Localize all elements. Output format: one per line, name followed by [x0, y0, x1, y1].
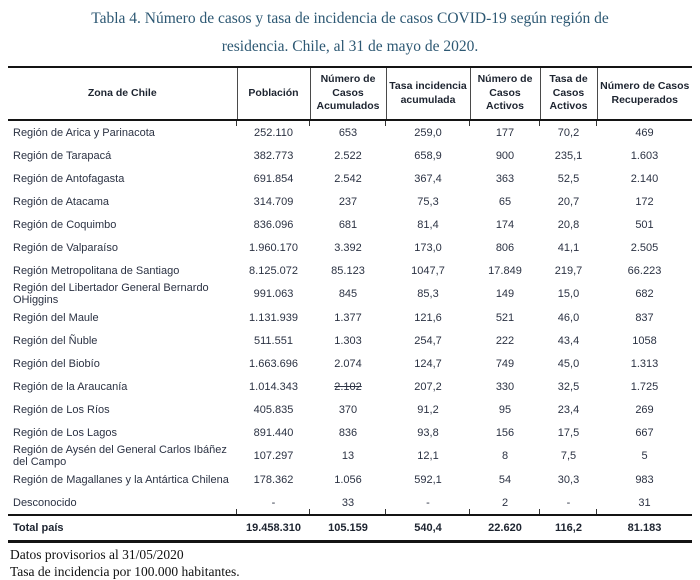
cell-tasa-casos-activos: 235,1 — [554, 149, 583, 162]
cell-casos-acumulados: 85.123 — [331, 264, 365, 277]
total-tasa-incidencia: 540,4 — [414, 522, 442, 534]
cell-poblacion: 891.440 — [253, 426, 294, 439]
cell-poblacion: 691.854 — [253, 172, 294, 185]
cell-casos-activos: 330 — [495, 380, 515, 393]
total-tasa-casos-activos: 116,2 — [555, 522, 582, 534]
table-row — [8, 468, 692, 491]
table-title-line2: residencia. Chile, al 31 de mayo de 2020. — [221, 38, 479, 55]
cell-tasa-casos-activos: 23,4 — [557, 403, 580, 416]
cell-casos-activos: 54 — [498, 473, 512, 486]
col-header-tasa-incidencia: Tasa incidencia acumulada — [386, 67, 470, 120]
table-row — [8, 352, 692, 375]
table-row — [8, 144, 692, 167]
table-row — [8, 306, 692, 329]
cell-tasa-casos-activos: 20,8 — [557, 218, 580, 231]
col-header-casos-activos: Número de Casos Activos — [470, 67, 540, 120]
cell-tasa-incidencia-acumulada: 207,2 — [414, 380, 442, 393]
region-cell: Región de Coquimbo — [13, 218, 117, 231]
cell-tasa-incidencia-acumulada: 658,9 — [414, 149, 442, 162]
cell-casos-activos: 65 — [498, 195, 512, 208]
cell-casos-acumulados: 2.522 — [334, 149, 362, 162]
table-row — [8, 236, 692, 259]
cell-casos-acumulados: 2.074 — [334, 357, 362, 370]
cell-poblacion: 252.110 — [237, 120, 310, 144]
cell-casos-recuperados: 1.725 — [630, 380, 659, 393]
cell-casos-recuperados: 1.603 — [630, 149, 659, 162]
cell-poblacion: 836.096 — [253, 218, 294, 231]
region-cell: Región de Los Ríos — [13, 403, 110, 416]
cell-casos-recuperados: 667 — [635, 426, 654, 439]
cell-casos-recuperados: 2.140 — [630, 172, 659, 185]
cell-casos-activos: 8 — [501, 450, 509, 462]
footnote-provisional-data: Datos provisorios al 31/05/2020 — [10, 547, 184, 562]
total-casos-recuperados: 81.183 — [627, 522, 662, 534]
table-row — [8, 375, 692, 398]
table-row — [8, 259, 692, 282]
total-casos-activos: 22.620 — [488, 522, 522, 534]
cell-tasa-incidencia-acumulada: 121,6 — [414, 311, 442, 324]
cell-tasa-incidencia-acumulada: 1047,7 — [411, 264, 445, 277]
cell-casos-recuperados: 2.505 — [630, 241, 659, 254]
cell-tasa-incidencia-acumulada: 75,3 — [417, 195, 439, 208]
cell-tasa-incidencia-acumulada: 85,3 — [417, 288, 439, 300]
total-label: Total país — [13, 522, 64, 534]
cell-casos-recuperados: 682 — [635, 288, 654, 300]
region-cell: Región de Magallanes y la Antártica Chilena — [13, 473, 229, 486]
col-header-casos-recuperados: Número de Casos Recuperados — [597, 67, 692, 120]
col-header-region: Zona de Chile — [87, 86, 157, 99]
cell-tasa-incidencia-acumulada: 12,1 — [417, 450, 439, 462]
table-row — [8, 190, 692, 213]
cell-tasa-incidencia-acumulada: 173,0 — [414, 241, 442, 254]
col-header-casos-acumulados: Número de Casos Acumulados — [310, 67, 386, 120]
region-cell: Región de Los Lagos — [13, 426, 117, 439]
cell-poblacion: - — [237, 491, 310, 515]
cell-casos-acumulados: 653 — [310, 120, 386, 144]
cell-tasa-casos-activos: - — [540, 491, 597, 515]
cell-poblacion: 382.773 — [253, 149, 294, 162]
cell-casos-activos: 174 — [495, 218, 515, 231]
cell-tasa-incidencia-acumulada: 93,8 — [417, 426, 439, 439]
cell-tasa-incidencia-acumulada: - — [386, 491, 470, 515]
region-cell: Región de Valparaíso — [13, 241, 118, 254]
cell-tasa-incidencia-acumulada: 254,7 — [414, 334, 442, 347]
cell-poblacion: 1.131.939 — [249, 311, 298, 324]
cell-casos-activos: 749 — [495, 357, 515, 370]
region-cell: Región del Ñuble — [13, 334, 98, 347]
cell-casos-activos: 363 — [495, 172, 515, 185]
cell-tasa-casos-activos: 45,0 — [557, 357, 580, 370]
cell-casos-acumulados: 1.056 — [334, 473, 362, 486]
cell-casos-activos: 806 — [495, 241, 515, 254]
cell-tasa-casos-activos: 32,5 — [557, 380, 580, 393]
cell-tasa-incidencia-acumulada: 81,4 — [417, 218, 439, 231]
cell-casos-activos: 2 — [470, 491, 540, 515]
table-title — [0, 0, 700, 61]
cell-tasa-incidencia-acumulada: 259,0 — [386, 120, 470, 144]
cell-casos-activos: 156 — [495, 426, 515, 439]
total-casos-acumulados: 105.159 — [328, 522, 368, 534]
table-title-line1: Tabla 4. Número de casos y tasa de incidencia de casos COVID-19 según región de — [91, 10, 609, 27]
cell-tasa-casos-activos: 7,5 — [560, 450, 577, 462]
table-row — [8, 120, 692, 144]
table-row — [8, 282, 692, 306]
cell-casos-acumulados: 370 — [338, 403, 358, 416]
cell-tasa-casos-activos: 30,3 — [557, 473, 580, 486]
cell-casos-acumulados: 33 — [310, 491, 386, 515]
cell-tasa-incidencia-acumulada: 91,2 — [417, 403, 439, 416]
col-header-poblacion: Población — [237, 67, 310, 120]
cell-tasa-casos-activos: 219,7 — [554, 264, 583, 277]
cell-casos-recuperados: 837 — [635, 311, 654, 324]
table-row — [8, 329, 692, 352]
cell-casos-activos: 521 — [495, 311, 515, 324]
cell-poblacion: 511.551 — [254, 334, 293, 347]
covid-incidence-table — [8, 66, 692, 543]
cell-poblacion: 107.297 — [253, 450, 294, 462]
total-row — [8, 515, 692, 542]
table-body — [8, 120, 692, 515]
cell-poblacion: 991.063 — [253, 288, 294, 300]
table-row — [8, 491, 692, 515]
region-cell: Región de Aysén del General Carlos Ibáñez del Campo — [13, 444, 227, 468]
cell-casos-activos: 900 — [495, 149, 515, 162]
cell-casos-acumulados: 3.392 — [334, 241, 362, 254]
cell-tasa-casos-activos: 41,1 — [557, 241, 580, 254]
table-footer — [8, 515, 692, 542]
cell-poblacion: 405.835 — [253, 403, 294, 416]
cell-casos-acumulados: 13 — [341, 450, 355, 462]
cell-casos-activos: 222 — [495, 334, 515, 347]
total-poblacion: 19.458.310 — [245, 522, 302, 534]
cell-casos-acumulados: 2.102 — [334, 380, 362, 393]
table-header — [8, 67, 692, 120]
cell-casos-recuperados: 1.313 — [630, 357, 659, 370]
cell-tasa-casos-activos: 17,5 — [557, 426, 580, 439]
cell-tasa-casos-activos: 15,0 — [557, 288, 580, 300]
cell-casos-recuperados: 469 — [597, 120, 692, 144]
region-cell: Región del Libertador General Bernardo OHiggins — [13, 282, 209, 306]
cell-casos-acumulados: 1.303 — [334, 334, 362, 347]
cell-poblacion: 314.709 — [253, 195, 294, 208]
cell-poblacion: 1.960.170 — [249, 241, 298, 254]
cell-casos-activos: 17.849 — [488, 264, 522, 277]
table-row — [8, 213, 692, 236]
cell-tasa-incidencia-acumulada: 592,1 — [414, 473, 442, 486]
footnote-incidence-rate: Tasa de incidencia por 100.000 habitantes. — [10, 564, 240, 579]
cell-casos-acumulados: 681 — [338, 218, 358, 231]
region-cell: Región de Arica y Parinacota — [13, 126, 155, 139]
cell-tasa-casos-activos: 43,4 — [557, 334, 580, 347]
cell-tasa-casos-activos: 52,5 — [557, 172, 580, 185]
table-row — [8, 398, 692, 421]
region-cell: Región Metropolitana de Santiago — [13, 264, 180, 277]
cell-casos-recuperados: 172 — [635, 195, 654, 208]
cell-tasa-casos-activos: 46,0 — [557, 311, 580, 324]
cell-tasa-casos-activos: 20,7 — [557, 195, 580, 208]
region-cell: Desconocido — [13, 496, 77, 509]
cell-casos-recuperados: 269 — [635, 403, 654, 416]
header-row — [8, 67, 692, 120]
cell-casos-acumulados: 845 — [338, 288, 358, 300]
cell-casos-acumulados: 237 — [338, 195, 358, 208]
region-cell: Región de Atacama — [13, 195, 110, 208]
cell-casos-acumulados: 2.542 — [334, 172, 362, 185]
region-cell: Región del Biobío — [13, 357, 100, 370]
region-cell: Región de Tarapacá — [13, 149, 112, 162]
cell-tasa-casos-activos: 70,2 — [540, 120, 597, 144]
region-cell: Región del Maule — [13, 311, 99, 324]
region-cell: Región de Antofagasta — [13, 172, 125, 185]
cell-poblacion: 178.362 — [253, 473, 294, 486]
cell-casos-acumulados: 836 — [338, 426, 358, 439]
cell-casos-recuperados: 501 — [635, 218, 654, 231]
footnotes — [10, 546, 700, 580]
table-row — [8, 444, 692, 468]
cell-casos-activos: 95 — [498, 403, 512, 416]
cell-casos-recuperados: 983 — [635, 473, 654, 486]
cell-tasa-incidencia-acumulada: 367,4 — [414, 172, 442, 185]
col-header-tasa-casos-activos: Tasa de Casos Activos — [540, 67, 597, 120]
cell-poblacion: 1.663.696 — [249, 357, 298, 370]
cell-casos-activos: 149 — [495, 288, 515, 300]
cell-tasa-incidencia-acumulada: 124,7 — [414, 357, 442, 370]
cell-casos-recuperados: 5 — [641, 450, 648, 462]
cell-casos-recuperados: 31 — [597, 491, 692, 515]
region-cell: Región de la Araucanía — [13, 380, 128, 393]
cell-casos-acumulados: 1.377 — [334, 311, 362, 324]
cell-poblacion: 8.125.072 — [249, 264, 298, 277]
table-row — [8, 167, 692, 190]
cell-poblacion: 1.014.343 — [249, 380, 298, 393]
cell-casos-activos: 177 — [470, 120, 540, 144]
table-row — [8, 421, 692, 444]
cell-casos-recuperados: 1058 — [632, 334, 657, 347]
cell-casos-recuperados: 66.223 — [627, 264, 662, 277]
